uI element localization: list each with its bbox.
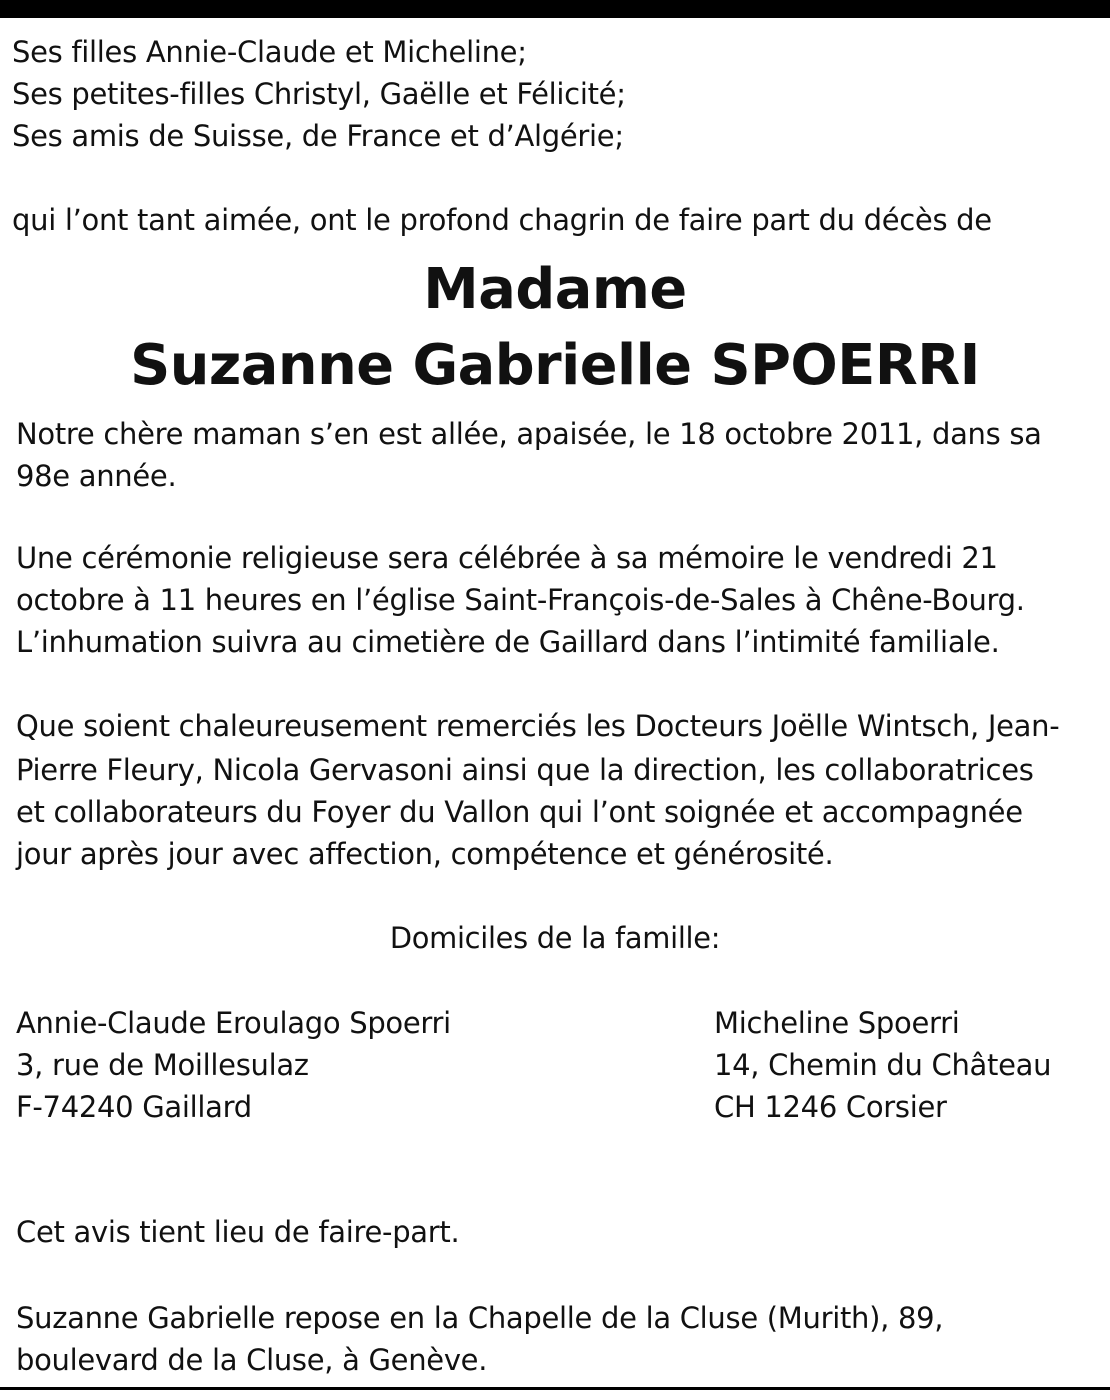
domiciles-heading: Domiciles de la famille: [389,921,721,955]
address-street: 3, rue de Moillesulaz [16,1048,309,1082]
family-line-daughters: Ses filles Annie-Claude et Micheline; [12,35,527,69]
ceremony-paragraph-line: Une cérémonie religieuse sera célébrée à sa mémoire le vendredi 21 [16,541,998,575]
family-line-granddaughters: Ses petites-filles Christyl, Gaëlle et Félicité; [12,77,626,111]
address-name: Annie-Claude Eroulago Spoerri [16,1006,451,1040]
address-street: 14, Chemin du Château [714,1048,1052,1082]
address-city: F-74240 Gaillard [16,1090,252,1124]
family-line-friends: Ses amis de Suisse, de France et d’Algérie; [12,119,624,153]
top-border-rule [0,0,1110,18]
address-block-right [714,1002,1051,1128]
deceased-title: Madame [423,257,687,322]
death-paragraph-line: 98e année. [16,459,177,493]
repose-line: boulevard de la Cluse, à Genève. [16,1343,488,1377]
thanks-paragraph-line: jour après jour avec affection, compétence et générosité. [16,837,834,871]
address-block-left [16,1002,451,1128]
thanks-paragraph-line: Que soient chaleureusement remerciés les Docteurs Joëlle Wintsch, Jean- [16,709,1060,743]
thanks-paragraph-line: et collaborateurs du Foyer du Vallon qui l’ont soignée et accompagnée [16,795,1023,829]
bottom-border-rule [0,1387,1110,1390]
death-paragraph-line: Notre chère maman s’en est allée, apaisée, le 18 octobre 2011, dans sa [16,417,1042,451]
repose-line: Suzanne Gabrielle repose en la Chapelle de la Cluse (Murith), 89, [16,1301,944,1335]
address-city: CH 1246 Corsier [714,1090,947,1124]
deceased-name: Suzanne Gabrielle SPOERRI [130,333,980,398]
thanks-paragraph-line: Pierre Fleury, Nicola Gervasoni ainsi que la direction, les collaboratrices [16,753,1034,787]
announcement-line: qui l’ont tant aimée, ont le profond chagrin de faire part du décès de [12,203,992,237]
address-name: Micheline Spoerri [714,1006,960,1040]
ceremony-paragraph-line: octobre à 11 heures en l’église Saint-François-de-Sales à Chêne-Bourg. [16,583,1025,617]
ceremony-paragraph-line: L’inhumation suivra au cimetière de Gaillard dans l’intimité familiale. [16,625,1000,659]
notice-line: Cet avis tient lieu de faire-part. [16,1215,460,1249]
